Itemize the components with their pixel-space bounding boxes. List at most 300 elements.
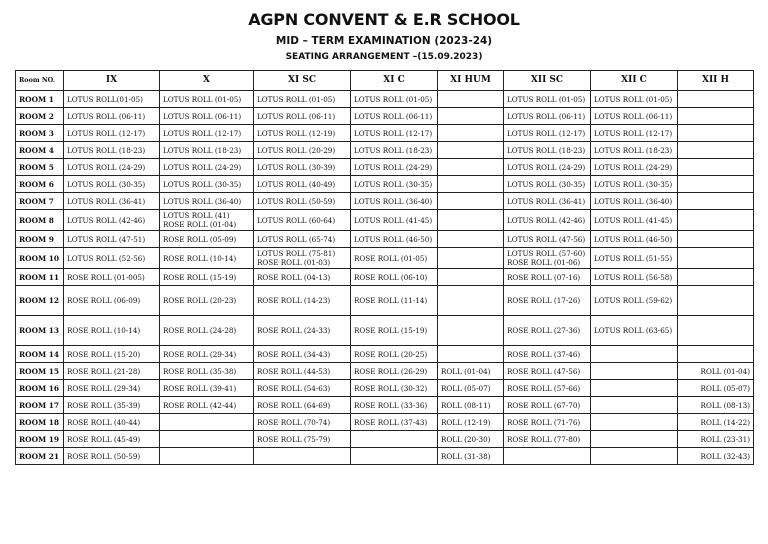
table-cell <box>678 431 754 448</box>
roll-range: ROSE ROLL (24-28) <box>163 326 237 335</box>
roll-range: LOTUS ROLL (06-11) <box>257 111 336 121</box>
table-cell <box>160 316 254 346</box>
roll-range: LOTUS ROLL (57-60) <box>507 249 586 258</box>
table-cell <box>351 286 438 316</box>
table-cell <box>254 346 351 363</box>
roll-range: ROSE ROLL (06-09) <box>67 296 141 305</box>
table-cell <box>254 286 351 316</box>
table-row <box>16 91 754 108</box>
roll-range: LOTUS ROLL (36-40) <box>163 196 242 206</box>
roll-range: ROSE ROLL (15-20) <box>67 349 141 359</box>
roll-range: ROSE ROLL (54-63) <box>257 383 331 393</box>
table-cell <box>254 363 351 380</box>
table-cell <box>64 316 160 346</box>
roll-range: LOTUS ROLL (01-05) <box>354 94 433 104</box>
table-cell <box>351 316 438 346</box>
table-cell <box>64 108 160 125</box>
table-cell <box>678 316 754 346</box>
table-cell <box>351 414 438 431</box>
table-cell <box>351 193 438 210</box>
table-cell <box>678 176 754 193</box>
table-cell <box>160 431 254 448</box>
room-number: ROOM 7 <box>16 193 64 210</box>
roll-range: LOTUS ROLL (06-11) <box>163 111 242 121</box>
roll-range: LOTUS ROLL (12-17) <box>67 128 146 138</box>
table-cell <box>504 286 591 316</box>
table-row <box>16 142 754 159</box>
table-cell <box>504 397 591 414</box>
table-cell <box>160 448 254 465</box>
seating-table <box>15 70 754 465</box>
table-cell <box>438 142 504 159</box>
table-cell <box>504 316 591 346</box>
column-header-xi-sc: XI SC <box>254 71 351 91</box>
roll-range: LOTUS ROLL (24-29) <box>354 162 433 172</box>
table-row <box>16 176 754 193</box>
roll-range: LOTUS ROLL (65-74) <box>257 234 336 244</box>
roll-range: ROSE ROLL (20-25) <box>354 349 428 359</box>
table-cell <box>64 380 160 397</box>
roll-range: LOTUS ROLL (60-64) <box>257 215 336 225</box>
table-cell <box>438 176 504 193</box>
roll-range: ROSE ROLL (27-36) <box>507 326 581 335</box>
roll-range: LOTUS ROLL (42-46) <box>67 215 146 225</box>
roll-range: ROSE ROLL (33-36) <box>354 400 428 410</box>
table-cell <box>678 125 754 142</box>
table-cell <box>591 346 678 363</box>
table-cell <box>351 176 438 193</box>
table-cell <box>438 316 504 346</box>
table-cell <box>678 91 754 108</box>
roll-range: LOTUS ROLL (47-51) <box>67 234 146 244</box>
room-number: ROOM 5 <box>16 159 64 176</box>
table-cell <box>64 431 160 448</box>
roll-range: ROLL (01-04) <box>441 366 491 376</box>
table-cell <box>438 286 504 316</box>
roll-range: LOTUS ROLL (41-45) <box>594 215 673 225</box>
table-cell <box>438 248 504 269</box>
roll-range: LOTUS ROLL (12-17) <box>163 128 242 138</box>
table-cell <box>64 269 160 286</box>
table-cell <box>438 414 504 431</box>
roll-range: ROLL (14-22) <box>700 417 750 427</box>
roll-range: ROSE ROLL (10-14) <box>67 326 141 335</box>
table-row <box>16 108 754 125</box>
table-cell <box>160 142 254 159</box>
roll-range: ROLL (12-19) <box>441 417 491 427</box>
roll-range: ROSE ROLL (47-56) <box>507 366 581 376</box>
table-cell <box>160 91 254 108</box>
table-cell <box>591 231 678 248</box>
table-cell <box>254 108 351 125</box>
table-cell <box>504 269 591 286</box>
roll-range: ROSE ROLL (30-32) <box>354 383 428 393</box>
table-cell <box>678 210 754 231</box>
roll-range: LOTUS ROLL (18-23) <box>507 145 586 155</box>
roll-range: ROLL (20-30) <box>441 434 491 444</box>
table-cell <box>160 231 254 248</box>
roll-range: ROSE ROLL (35-39) <box>67 400 141 410</box>
table-cell <box>438 210 504 231</box>
table-cell <box>254 125 351 142</box>
table-cell <box>351 363 438 380</box>
roll-range: LOTUS ROLL (06-11) <box>67 111 146 121</box>
table-cell <box>591 125 678 142</box>
table-cell <box>64 210 160 231</box>
roll-range: ROSE ROLL (40-44) <box>67 417 141 427</box>
table-cell <box>678 414 754 431</box>
roll-range: LOTUS ROLL (63-65) <box>594 326 673 335</box>
table-cell <box>591 380 678 397</box>
room-number: ROOM 3 <box>16 125 64 142</box>
table-cell <box>160 269 254 286</box>
table-cell <box>160 108 254 125</box>
table-cell <box>64 159 160 176</box>
table-cell <box>438 363 504 380</box>
table-cell <box>591 448 678 465</box>
roll-range: LOTUS ROLL (36-40) <box>594 196 673 206</box>
roll-range: LOTUS ROLL (06-11) <box>354 111 433 121</box>
roll-range: LOTUS ROLL (01-05) <box>594 94 673 104</box>
room-number: ROOM 1 <box>16 91 64 108</box>
roll-range: ROSE ROLL (06-10) <box>354 272 428 282</box>
table-cell <box>504 108 591 125</box>
table-cell <box>351 448 438 465</box>
table-cell <box>591 414 678 431</box>
table-row <box>16 193 754 210</box>
table-cell <box>254 231 351 248</box>
roll-range: LOTUS ROLL (12-17) <box>354 128 433 138</box>
roll-range: ROSE ROLL (15-19) <box>163 272 237 282</box>
table-cell <box>438 159 504 176</box>
table-cell <box>504 142 591 159</box>
roll-range: ROLL (31-38) <box>441 451 491 461</box>
table-cell <box>591 397 678 414</box>
roll-range: LOTUS ROLL (36-41) <box>507 196 586 206</box>
table-cell <box>351 91 438 108</box>
table-row <box>16 286 754 316</box>
roll-range: LOTUS ROLL (12-17) <box>594 128 673 138</box>
room-number: ROOM 10 <box>16 248 64 269</box>
column-header-xi-c: XI C <box>351 71 438 91</box>
table-cell <box>160 248 254 269</box>
roll-range: ROSE ROLL (39-41) <box>163 383 237 393</box>
table-cell <box>254 431 351 448</box>
room-number: ROOM 6 <box>16 176 64 193</box>
roll-range: ROSE ROLL (15-19) <box>354 326 428 335</box>
roll-range: ROLL (08-11) <box>441 400 491 410</box>
roll-range: LOTUS ROLL (12-19) <box>257 128 336 138</box>
table-cell <box>678 231 754 248</box>
roll-range: ROSE ROLL (64-69) <box>257 400 331 410</box>
table-cell <box>254 248 351 269</box>
table-row <box>16 125 754 142</box>
table-cell <box>678 346 754 363</box>
table-row <box>16 159 754 176</box>
room-number: ROOM 18 <box>16 414 64 431</box>
roll-range: ROLL (05-07) <box>700 383 750 393</box>
table-cell <box>254 193 351 210</box>
table-cell <box>254 380 351 397</box>
table-cell <box>438 108 504 125</box>
table-cell <box>351 269 438 286</box>
table-cell <box>160 414 254 431</box>
table-cell <box>160 397 254 414</box>
roll-range: LOTUS ROLL(01-05) <box>67 94 143 104</box>
roll-range: ROSE ROLL (05-09) <box>163 234 237 244</box>
roll-range: ROSE ROLL (35-38) <box>163 366 237 376</box>
room-number: ROOM 17 <box>16 397 64 414</box>
table-cell <box>254 176 351 193</box>
roll-range: LOTUS ROLL (30-35) <box>594 179 673 189</box>
roll-range: LOTUS ROLL (56-58) <box>594 272 673 282</box>
table-cell <box>504 193 591 210</box>
roll-range: LOTUS ROLL (12-17) <box>507 128 586 138</box>
roll-range: ROLL (05-07) <box>441 383 491 393</box>
roll-range: LOTUS ROLL (24-29) <box>507 162 586 172</box>
table-cell <box>64 193 160 210</box>
table-cell <box>64 414 160 431</box>
table-row <box>16 231 754 248</box>
table-cell <box>504 448 591 465</box>
table-cell <box>504 91 591 108</box>
table-cell <box>254 91 351 108</box>
roll-range: ROSE ROLL (01-005) <box>67 272 145 282</box>
table-row <box>16 269 754 286</box>
roll-range: ROLL (08-13) <box>700 400 750 410</box>
table-cell <box>160 363 254 380</box>
table-cell <box>351 248 438 269</box>
roll-range: ROSE ROLL (17-26) <box>507 296 581 305</box>
roll-range: LOTUS ROLL (59-62) <box>594 296 673 305</box>
roll-range: LOTUS ROLL (46-50) <box>594 234 673 244</box>
table-cell <box>254 142 351 159</box>
roll-range: LOTUS ROLL (18-23) <box>594 145 673 155</box>
table-cell <box>254 397 351 414</box>
table-cell <box>351 210 438 231</box>
table-cell <box>351 431 438 448</box>
roll-range: LOTUS ROLL (46-50) <box>354 234 433 244</box>
roll-range: LOTUS ROLL (24-29) <box>163 162 242 172</box>
roll-range: LOTUS ROLL (40-49) <box>257 179 336 189</box>
table-cell <box>504 380 591 397</box>
roll-range: ROSE ROLL (50-59) <box>67 451 141 461</box>
table-cell <box>64 363 160 380</box>
table-cell <box>438 91 504 108</box>
table-cell <box>678 142 754 159</box>
table-row <box>16 397 754 414</box>
table-cell <box>64 346 160 363</box>
roll-range: LOTUS ROLL (30-35) <box>163 179 242 189</box>
roll-range: ROSE ROLL (07-16) <box>507 272 581 282</box>
roll-range: LOTUS ROLL (52-56) <box>67 253 146 263</box>
room-number: ROOM 21 <box>16 448 64 465</box>
table-cell <box>64 91 160 108</box>
roll-range: LOTUS ROLL (30-35) <box>354 179 433 189</box>
table-cell <box>678 380 754 397</box>
table-row <box>16 431 754 448</box>
room-number: ROOM 12 <box>16 286 64 316</box>
table-cell <box>254 448 351 465</box>
table-cell <box>591 269 678 286</box>
roll-range: ROSE ROLL (11-14) <box>354 296 428 305</box>
roll-range: LOTUS ROLL (47-56) <box>507 234 586 244</box>
roll-range: ROSE ROLL (29-34) <box>67 383 141 393</box>
table-cell <box>591 210 678 231</box>
table-cell <box>351 159 438 176</box>
roll-range: LOTUS ROLL (01-05) <box>257 94 336 104</box>
seating-table-body <box>16 91 754 465</box>
table-row <box>16 380 754 397</box>
table-cell <box>678 286 754 316</box>
table-cell <box>438 125 504 142</box>
roll-range: ROSE ROLL (29-34) <box>163 349 237 359</box>
table-cell <box>160 159 254 176</box>
roll-range: ROSE ROLL (77-80) <box>507 434 581 444</box>
column-header-xii-c: XII C <box>591 71 678 91</box>
table-cell <box>64 125 160 142</box>
table-cell <box>351 125 438 142</box>
table-cell <box>254 316 351 346</box>
roll-range: ROSE ROLL (01-05) <box>354 253 428 263</box>
table-row <box>16 248 754 269</box>
exam-title: MID – TERM EXAMINATION (2023-24) <box>275 35 493 47</box>
table-cell <box>64 397 160 414</box>
roll-range: LOTUS ROLL (30-35) <box>507 179 586 189</box>
room-number: ROOM 2 <box>16 108 64 125</box>
roll-range: LOTUS ROLL (30-39) <box>257 162 336 172</box>
table-cell <box>254 269 351 286</box>
roll-range: LOTUS ROLL (18-23) <box>354 145 433 155</box>
roll-range: LOTUS ROLL (36-41) <box>67 196 146 206</box>
roll-range: LOTUS ROLL (01-05) <box>163 94 242 104</box>
roll-range: LOTUS ROLL (24-29) <box>67 162 146 172</box>
roll-range: LOTUS ROLL (01-05) <box>507 94 586 104</box>
table-cell <box>591 108 678 125</box>
roll-range: LOTUS ROLL (42-46) <box>507 215 586 225</box>
table-cell <box>504 346 591 363</box>
table-cell <box>438 269 504 286</box>
room-number: ROOM 19 <box>16 431 64 448</box>
table-cell <box>64 448 160 465</box>
table-cell <box>64 286 160 316</box>
roll-range: ROSE ROLL (14-23) <box>257 296 331 305</box>
room-number: ROOM 15 <box>16 363 64 380</box>
table-cell <box>504 248 591 269</box>
roll-range: ROSE ROLL (34-43) <box>257 349 331 359</box>
header-row <box>16 71 754 91</box>
table-cell <box>591 142 678 159</box>
table-cell <box>678 159 754 176</box>
table-cell <box>351 397 438 414</box>
table-cell <box>591 363 678 380</box>
table-cell <box>504 176 591 193</box>
table-cell <box>160 193 254 210</box>
table-row <box>16 316 754 346</box>
table-cell <box>504 159 591 176</box>
roll-range: LOTUS ROLL (41-45) <box>354 215 433 225</box>
table-cell <box>351 346 438 363</box>
column-header-xi-hum: XI HUM <box>438 71 504 91</box>
table-cell <box>64 231 160 248</box>
column-header-room: Room NO. <box>16 71 64 91</box>
table-cell <box>504 125 591 142</box>
table-cell <box>591 159 678 176</box>
roll-range: ROSE ROLL (37-43) <box>354 417 428 427</box>
table-cell <box>504 210 591 231</box>
roll-range: ROSE ROLL (24-33) <box>257 326 331 335</box>
roll-range: ROSE ROLL (75-79) <box>257 434 331 444</box>
table-cell <box>438 397 504 414</box>
roll-range: LOTUS ROLL (24-29) <box>594 162 673 172</box>
table-cell <box>160 380 254 397</box>
table-cell <box>438 448 504 465</box>
table-cell <box>351 108 438 125</box>
roll-range: LOTUS ROLL (30-35) <box>67 179 146 189</box>
table-cell <box>64 176 160 193</box>
roll-range: ROSE ROLL (42-44) <box>163 400 237 410</box>
column-header-ix: IX <box>64 71 160 91</box>
room-number: ROOM 8 <box>16 210 64 231</box>
table-cell <box>254 159 351 176</box>
table-cell <box>438 380 504 397</box>
roll-range: ROSE ROLL (37-46) <box>507 349 581 359</box>
table-cell <box>504 231 591 248</box>
roll-range: LOTUS ROLL (51-55) <box>594 253 673 263</box>
roll-range: LOTUS ROLL (41) <box>163 211 230 220</box>
table-cell <box>438 193 504 210</box>
table-cell <box>678 108 754 125</box>
table-cell <box>591 286 678 316</box>
table-cell <box>591 316 678 346</box>
table-cell <box>678 363 754 380</box>
table-cell <box>64 142 160 159</box>
table-cell <box>504 431 591 448</box>
roll-range: LOTUS ROLL (06-11) <box>594 111 673 121</box>
roll-range: LOTUS ROLL (18-23) <box>163 145 242 155</box>
roll-range: LOTUS ROLL (50-59) <box>257 196 336 206</box>
roll-range: ROSE ROLL (01-06) <box>507 258 581 267</box>
room-number: ROOM 16 <box>16 380 64 397</box>
room-number: ROOM 13 <box>16 316 64 346</box>
roll-range: ROSE ROLL (20-23) <box>163 296 237 305</box>
table-cell <box>678 248 754 269</box>
column-header-xii-h: XII H <box>678 71 754 91</box>
table-cell <box>678 193 754 210</box>
roll-range: ROLL (32-43) <box>700 451 750 461</box>
roll-range: ROSE ROLL (45-49) <box>67 434 141 444</box>
roll-range: LOTUS ROLL (20-29) <box>257 145 336 155</box>
table-row <box>16 210 754 231</box>
room-number: ROOM 11 <box>16 269 64 286</box>
table-cell <box>160 176 254 193</box>
table-cell <box>254 414 351 431</box>
table-cell <box>504 414 591 431</box>
seating-arrangement-title: SEATING ARRANGEMENT –(15.09.2023) <box>285 52 483 62</box>
table-cell <box>678 269 754 286</box>
school-name: AGPN CONVENT & E.R SCHOOL <box>248 10 520 29</box>
table-cell <box>504 363 591 380</box>
table-cell <box>591 91 678 108</box>
roll-range: LOTUS ROLL (75-81) <box>257 249 336 258</box>
table-cell <box>438 431 504 448</box>
column-header-xii-sc: XII SC <box>504 71 591 91</box>
table-cell <box>64 248 160 269</box>
roll-range: ROSE ROLL (70-74) <box>257 417 331 427</box>
table-row <box>16 414 754 431</box>
roll-range: ROSE ROLL (21-28) <box>67 366 141 376</box>
table-cell <box>438 231 504 248</box>
